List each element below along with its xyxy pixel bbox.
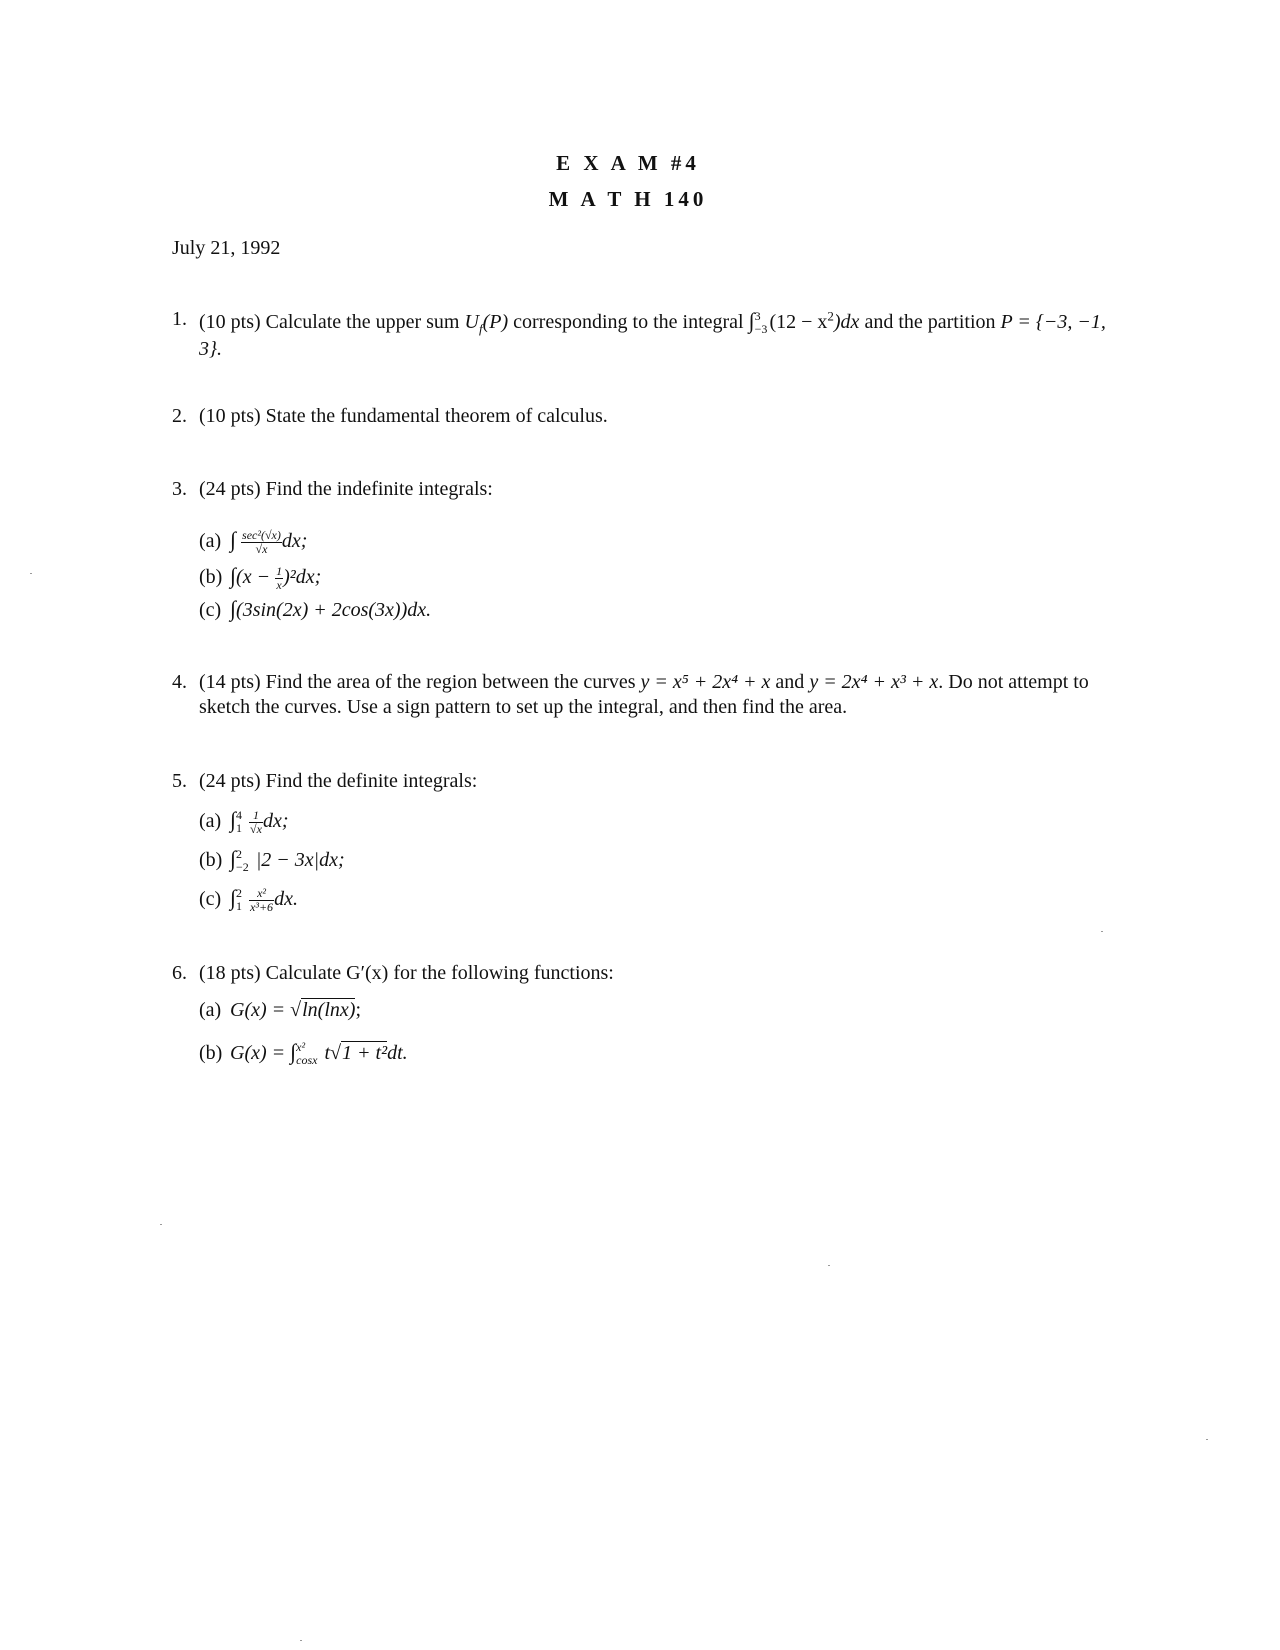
problem-3-text: (24 pts) Find the indefinite integrals: [199,478,493,500]
problem-3 [172,477,1112,502]
course-title: M A T H 140 [548,187,708,211]
scan-speck [1206,1439,1208,1440]
integral-sign: ∫ [748,308,755,333]
problem-4-text: (14 pts) Find the area of the region between the curves y = x⁵ + 2x⁴ + x and y = 2x⁴ + x³ + x. Do not attempt to sketch the curves. Use a sign pattern to set up the integral, and then find the area. [199,671,1089,718]
problem-5c: (c) ∫ 2 1 $\frac{\text{x²}}{\text{x³+6}}$ dx. [199,885,298,914]
problem-1-text: (10 pts) Calculate the upper sum $U_f(P)$ corresponding to the integral ∫ 3 −3 $(12 - x^2)dx$ and the partition P = {−3, −1, 3}. [199,308,1106,360]
problem-6-text: (18 pts) Calculate G′(x) for the following functions: [199,962,614,984]
problem-5a: (a) ∫ 4 1 $\frac{1}{√x}$ dx; [199,807,289,836]
exam-date: July 21, 1992 [172,237,281,259]
problem-3b: (b) ∫(x − $\frac{1}{x}$ )²dx; [199,563,322,592]
problem-3c: (c) ∫(3sin(2x) + 2cos(3x))dx. [199,596,432,621]
problem-number: 1. [172,308,187,330]
problem-number: 3. [172,478,187,500]
scan-speck [828,1265,830,1266]
problem-2-text: (10 pts) State the fundamental theorem of calculus. [199,405,608,427]
problem-6 [172,961,1112,986]
problem-5 [172,769,1112,794]
problem-number: 5. [172,770,187,792]
scan-speck [30,573,32,574]
problem-5-text: (24 pts) Find the definite integrals: [199,770,478,792]
problem-2 [172,404,1112,429]
problem-number: 6. [172,962,187,984]
problem-4 [172,670,1122,720]
problem-number: 2. [172,405,187,427]
exam-title: E X A M #4 [556,151,700,175]
problem-3a: (a) ∫ $\frac{\text{sec²(√x)}}{√x}$ dx; [199,527,308,556]
problem-1 [172,307,1112,362]
scan-speck [300,1640,302,1641]
scan-speck [160,1224,162,1225]
problem-6a: (a) G(x) = √ln(lnx); [199,999,361,1021]
problem-number: 4. [172,671,187,693]
problem-6b: (b) G(x) = ∫ x² cosx t√1 + t²dt. [199,1039,408,1068]
scan-speck [1101,931,1103,932]
problem-5b: (b) ∫ 2 −2 |2 − 3x|dx; [199,846,345,875]
